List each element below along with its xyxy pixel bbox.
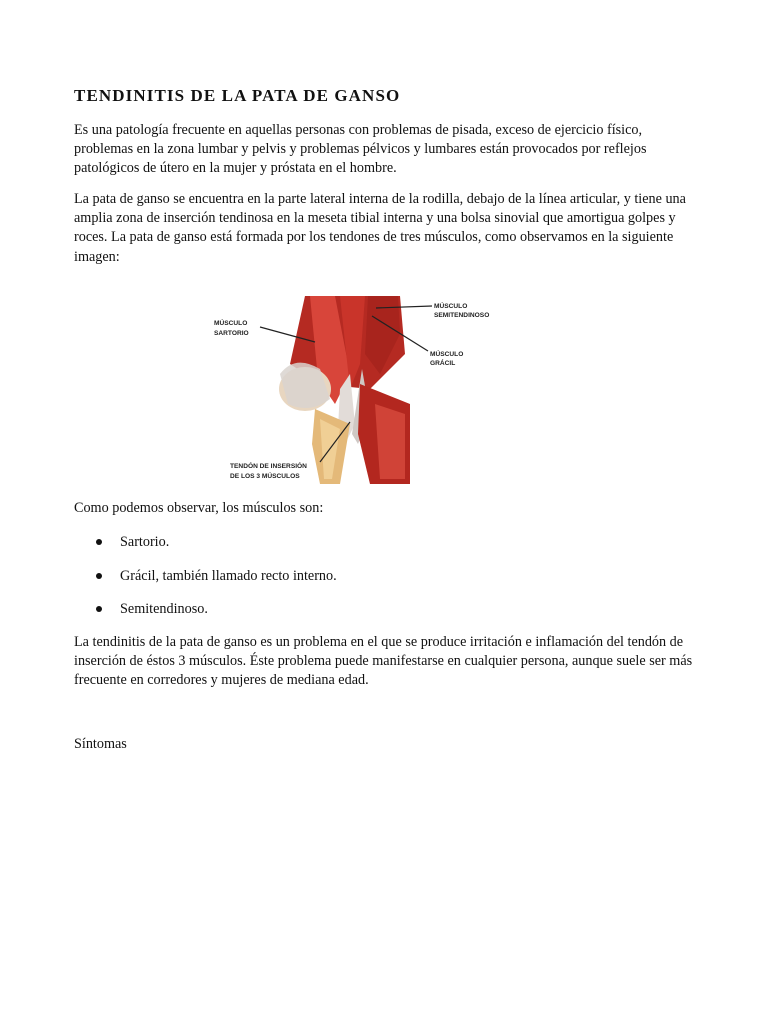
label-semitendinoso-2: SEMITENDINOSO [434,312,490,319]
document-title: TENDINITIS DE LA PATA DE GANSO [74,86,401,105]
label-tendon-2: DE LOS 3 MÚSCULOS [230,473,300,480]
knee-muscles-illustration [200,294,530,490]
label-tendon-1: TENDÓN DE INSERSIÓN [230,463,307,470]
muscle-list [96,533,337,634]
paragraph-intro: Es una patología frecuente en aquellas personas con problemas de pisada, exceso de ejercicio físico, problemas en la zona lumbar y pelvis y problemas pélvicos y lumbares están provocados por reflejos patológicos de útero en la mujer y próstata en el hombre. [74,122,647,177]
anatomy-figure [200,294,530,490]
paragraph-description: La tendinitis de la pata de ganso es un problema en el que se produce irritación e inflamación del tendón de inserción de éstos 3 músculos. Éste problema puede manifestarse en cualquier persona, aunque suele ser más frecuente en corredores y mujeres de mediana edad. [74,634,693,689]
paragraph-observation: Como podemos observar, los músculos son: [74,500,324,516]
label-sartorio-2: SARTORIO [214,330,249,337]
list-item: Sartorio. [96,533,337,567]
list-item: Semitendinoso. [96,600,337,634]
label-semitendinoso-1: MÚSCULO [434,303,468,310]
label-gracil-2: GRÁCIL [430,360,456,367]
knee-drawing [279,296,410,484]
label-sartorio-1: MÚSCULO [214,320,248,327]
list-item: Grácil, también llamado recto interno. [96,567,337,601]
label-gracil-1: MÚSCULO [430,351,464,358]
paragraph-location: La pata de ganso se encuentra en la parte lateral interna de la rodilla, debajo de la línea articular, y tiene una amplia zona de inserción tendinosa en la meseta tibial interna y una bolsa sinovial que amortigua golpes y roces. La pata de ganso está formada por los tendones de tres músculos, como observamos en la siguiente imagen: [74,191,686,265]
section-heading-sintomas: Síntomas [74,736,127,752]
